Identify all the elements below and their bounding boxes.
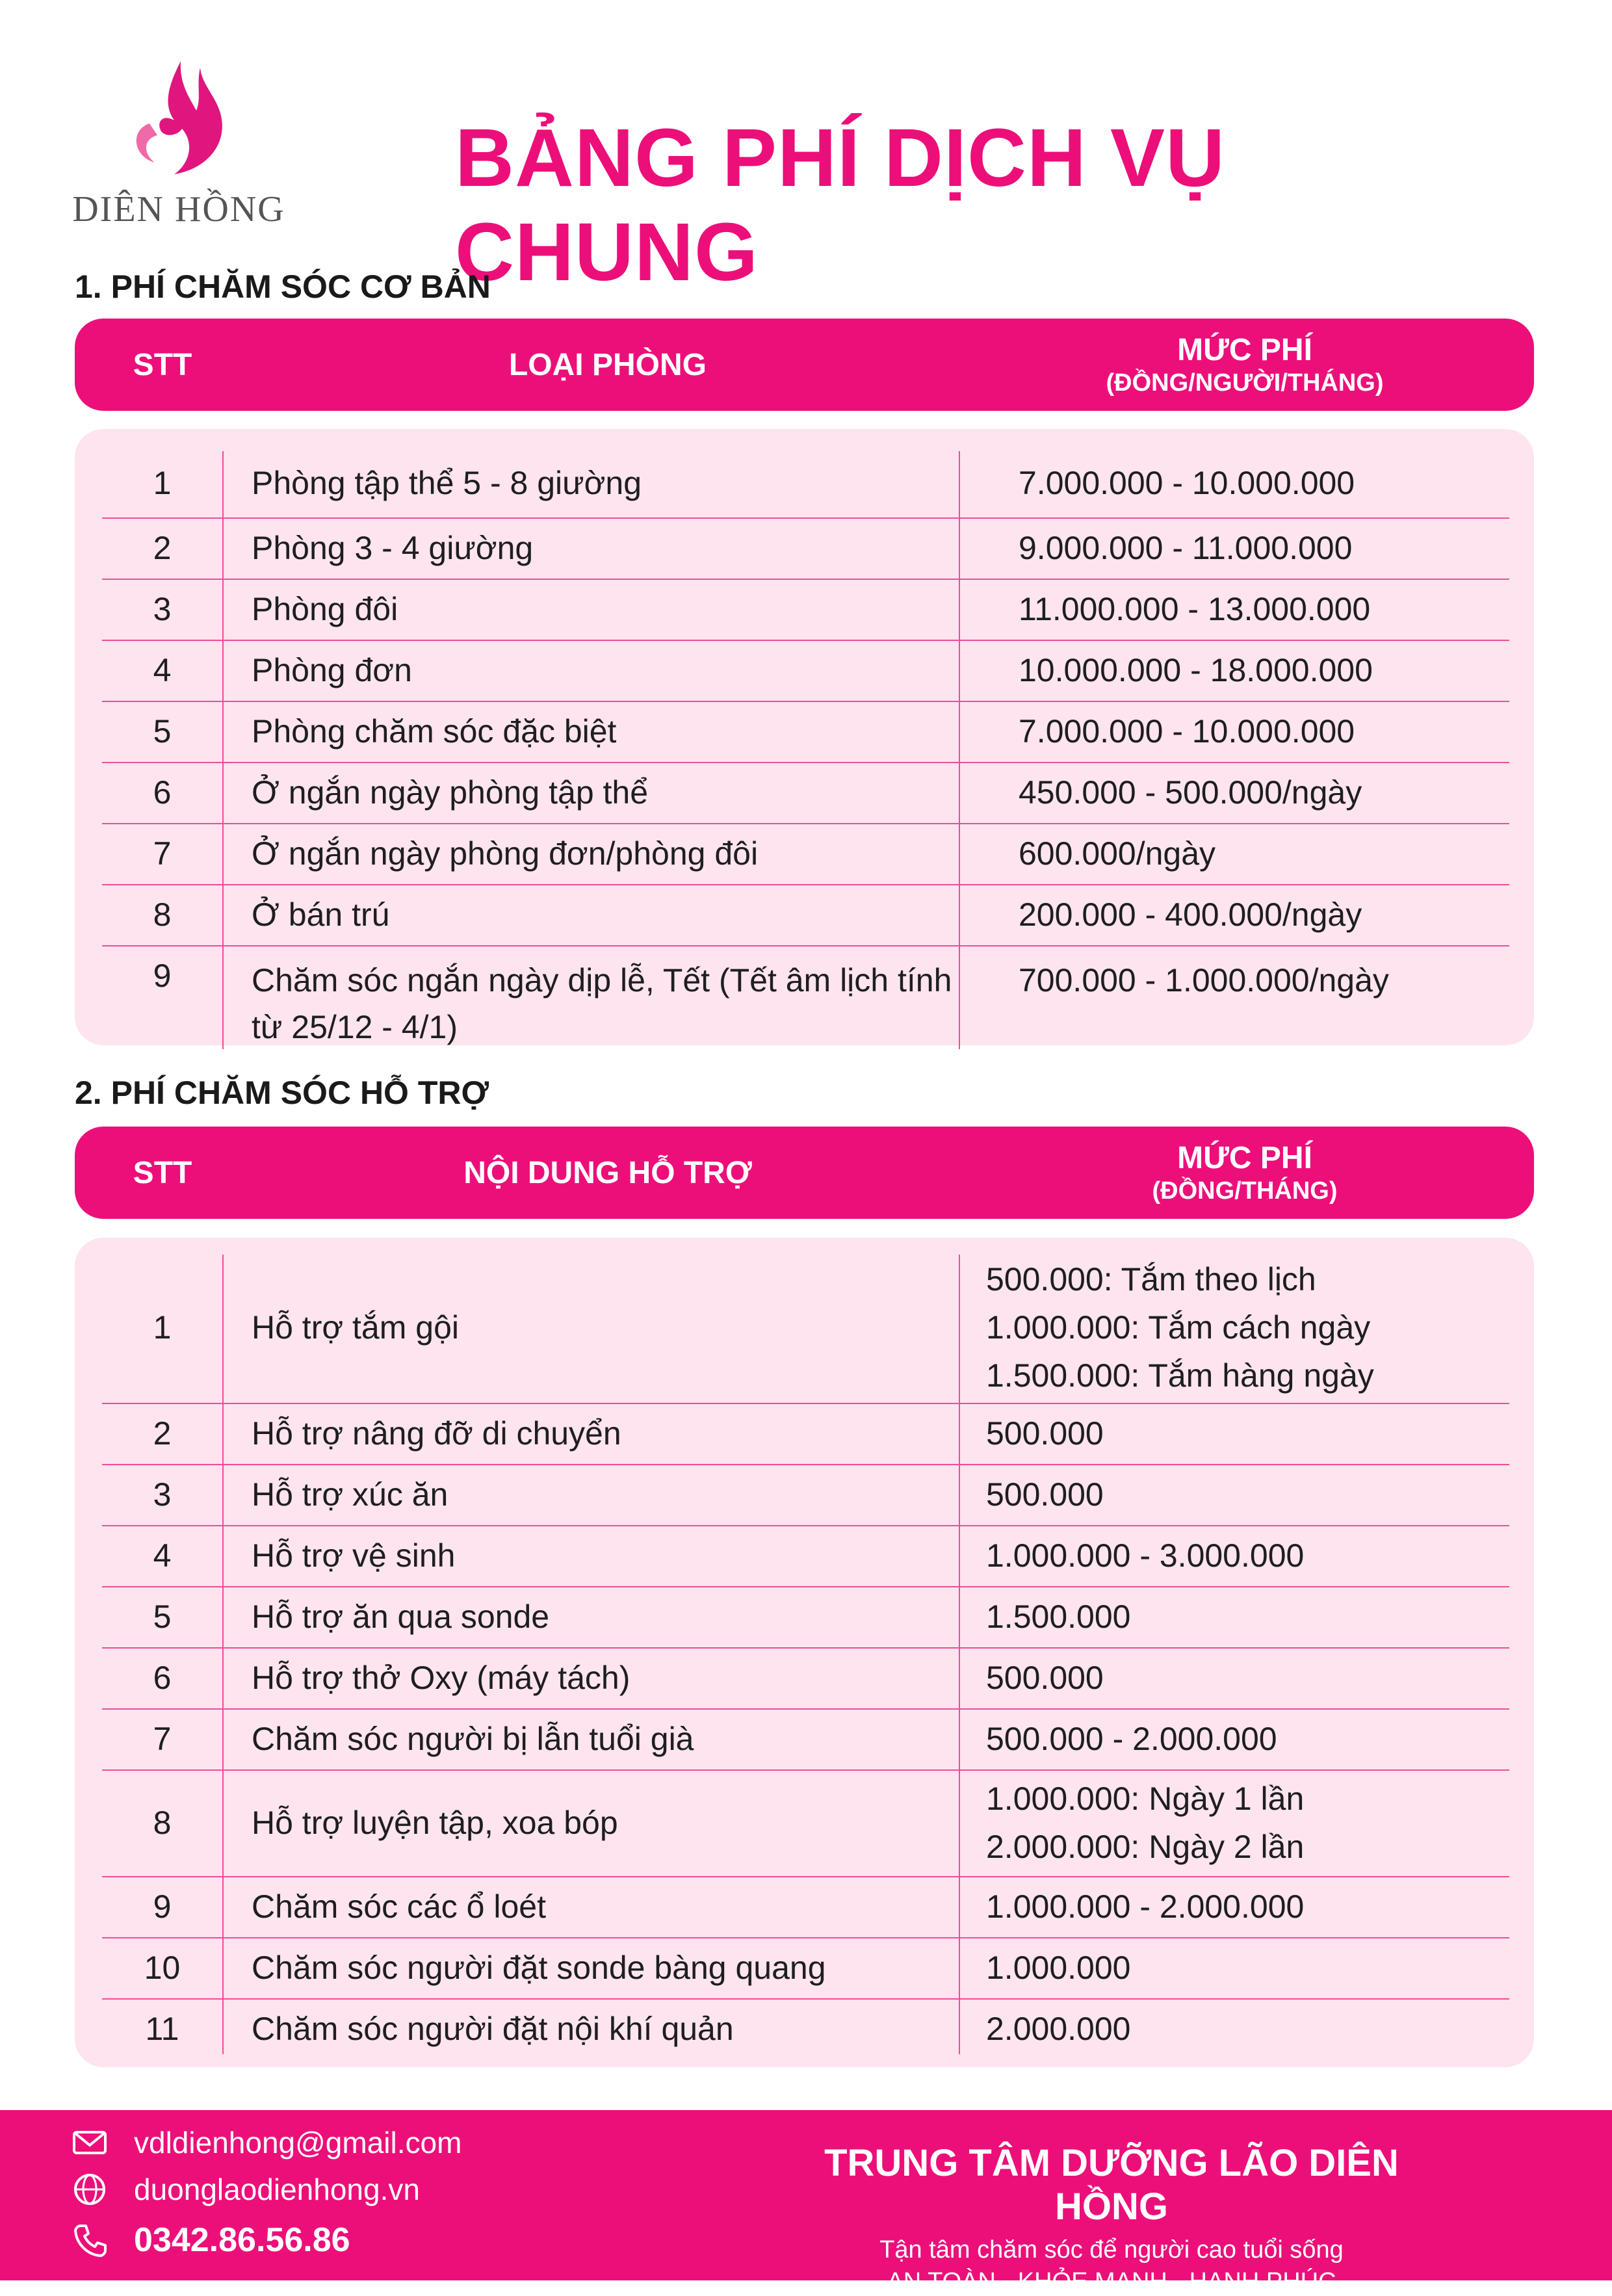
table-row: [102, 1464, 1509, 1526]
fee-line: 9.000.000 - 11.000.000: [1019, 530, 1353, 566]
row-name: Phòng tập thể 5 - 8 giường: [252, 465, 642, 501]
column-divider-2: [959, 451, 960, 1049]
table-row: [102, 517, 1509, 580]
row-fee: [1019, 640, 1539, 701]
table-row: [102, 640, 1509, 702]
row-fee: [986, 1876, 1506, 1937]
header-stt: STT: [133, 1155, 192, 1190]
contact-website[interactable]: [72, 2171, 420, 2208]
contact-phone[interactable]: [72, 2221, 350, 2260]
fee-line: 7.000.000 - 10.000.000: [1019, 713, 1355, 750]
footer: [0, 2110, 1612, 2295]
table-row: [102, 1937, 1509, 2000]
section-2-table-header: [75, 1127, 1534, 1219]
fee-line: 500.000: [986, 1476, 1104, 1513]
table-row: [102, 945, 1509, 1054]
row-fee: [986, 1403, 1506, 1464]
fee-line: 500.000: [986, 1415, 1104, 1452]
row-stt: 4: [153, 1537, 172, 1574]
row-name: Hỗ trợ ăn qua sonde: [252, 1598, 550, 1635]
row-fee: [1019, 579, 1539, 640]
row-stt: 3: [153, 591, 172, 627]
row-stt: 11: [145, 2011, 179, 2047]
column-divider-2: [959, 1255, 960, 2054]
row-stt: 8: [153, 1805, 172, 1841]
row-stt: 2: [153, 1415, 172, 1452]
table-row: [102, 579, 1509, 641]
row-stt: 7: [153, 1721, 172, 1757]
globe-icon: [72, 2171, 108, 2208]
table-row: [102, 701, 1509, 763]
row-fee: [986, 1769, 1506, 1876]
row-stt: 6: [153, 774, 172, 811]
table-row: [102, 884, 1509, 946]
website-text: duonglaodienhong.vn: [134, 2172, 420, 2206]
fee-line: 450.000 - 500.000/ngày: [1019, 774, 1362, 811]
row-name: Chăm sóc người đặt sonde bàng quang: [252, 1950, 826, 1986]
fee-line: 1.000.000: Ngày 1 lần: [986, 1781, 1305, 1817]
table-row: [102, 1647, 1509, 1710]
row-stt: 7: [153, 835, 172, 872]
section-2-table: [75, 1238, 1534, 2067]
fee-line: 2.000.000: Ngày 2 lần: [986, 1829, 1305, 1865]
row-name: Ở ngắn ngày phòng đơn/phòng đôi: [252, 835, 759, 872]
row-fee: [1019, 517, 1539, 579]
header-support-content: NỘI DUNG HỖ TRỢ: [463, 1155, 752, 1190]
fee-line: 1.500.000: [986, 1598, 1131, 1635]
fee-line: 500.000: Tắm theo lịch: [986, 1261, 1316, 1298]
fee-line: 200.000 - 400.000/ngày: [1019, 896, 1362, 933]
row-stt: 1: [153, 1309, 172, 1346]
row-fee: [1019, 945, 1539, 1004]
row-fee: [1019, 449, 1539, 517]
org-slogan-1: Tận tâm chăm sóc để người cao tuổi sống: [879, 2236, 1344, 2263]
fee-line: 700.000 - 1.000.000/ngày: [1019, 962, 1389, 998]
row-fee: [986, 1252, 1506, 1403]
row-fee: [1019, 762, 1539, 823]
row-name: Phòng chăm sóc đặc biệt: [252, 713, 617, 750]
row-fee: [986, 1708, 1506, 1769]
contact-email[interactable]: [72, 2124, 462, 2161]
fee-line: 500.000 - 2.000.000: [986, 1721, 1277, 1757]
row-stt: 9: [153, 958, 172, 994]
row-name: Chăm sóc người bị lẫn tuổi già: [252, 1721, 694, 1757]
fee-line: 2.000.000: [986, 2011, 1131, 2047]
section-1-table: [75, 429, 1534, 1045]
org-slogan-2: AN TOÀN - KHỎE MẠNH - HẠNH PHÚC: [887, 2268, 1336, 2295]
fee-line: 1.000.000 - 3.000.000: [986, 1537, 1305, 1574]
row-fee: [986, 1525, 1506, 1586]
row-name: Chăm sóc ngắn ngày dịp lễ, Tết (Tết âm lịch tính từ 25/12 - 4/1): [252, 962, 952, 1045]
header-fee-unit: (ĐỒNG/NGƯỜI/THÁNG): [1106, 369, 1384, 397]
table-row: [102, 1708, 1509, 1771]
fee-line: 11.000.000 - 13.000.000: [1019, 591, 1371, 627]
fee-line: 7.000.000 - 10.000.000: [1019, 465, 1355, 501]
section-1-table-header: [75, 319, 1534, 411]
row-name: Phòng 3 - 4 giường: [252, 530, 534, 566]
email-text: vdldienhong@gmail.com: [134, 2126, 462, 2159]
row-stt: 1: [153, 465, 172, 501]
org-name: TRUNG TÂM DƯỠNG LÃO DIÊN HỒNG: [824, 2142, 1399, 2228]
row-name: Chăm sóc các ổ loét: [252, 1888, 546, 1925]
row-fee: [1019, 701, 1539, 762]
row-name: Hỗ trợ tắm gội: [252, 1309, 459, 1346]
section-1-title: 1. PHÍ CHĂM SÓC CƠ BẢN: [75, 268, 491, 305]
table-row: [102, 1525, 1509, 1587]
org-block: [774, 2141, 1450, 2296]
header-room-type: LOẠI PHÒNG: [508, 347, 707, 382]
logo: [72, 59, 286, 241]
row-stt: 8: [153, 896, 172, 933]
row-fee: [1019, 884, 1539, 945]
row-name: Hỗ trợ vệ sinh: [252, 1537, 456, 1574]
row-name: Hỗ trợ thở Oxy (máy tách): [252, 1660, 630, 1696]
table-row: [102, 1403, 1509, 1465]
row-fee: [986, 1998, 1506, 2059]
phone-text: 0342.86.56.86: [134, 2221, 350, 2259]
fee-line: 500.000: [986, 1660, 1104, 1696]
column-divider-1: [222, 1255, 224, 2054]
fee-line: 600.000/ngày: [1019, 835, 1216, 872]
row-name: Hỗ trợ luyện tập, xoa bóp: [252, 1805, 618, 1841]
row-fee: [986, 1937, 1506, 1998]
row-fee: [1019, 823, 1539, 884]
table-row: [102, 1876, 1509, 1938]
fee-line: 1.000.000 - 2.000.000: [986, 1888, 1305, 1925]
row-name: Ở ngắn ngày phòng tập thể: [252, 774, 649, 811]
table-row: [102, 1998, 1509, 2059]
row-stt: 6: [153, 1660, 172, 1696]
row-stt: 9: [153, 1888, 172, 1925]
column-divider-1: [222, 451, 224, 1049]
phone-icon: [72, 2222, 108, 2258]
table-row: [102, 1586, 1509, 1649]
table-row: [102, 1769, 1509, 1877]
row-name: Phòng đôi: [252, 591, 398, 627]
logo-text: DIÊN HỒNG: [72, 189, 285, 229]
row-stt: 3: [153, 1476, 172, 1513]
row-name: Chăm sóc người đặt nội khí quản: [252, 2011, 734, 2047]
row-fee: [986, 1464, 1506, 1525]
fee-line: 1.000.000: [986, 1950, 1131, 1986]
phoenix-logo-icon: [124, 59, 234, 182]
row-name: Hỗ trợ nâng đỡ di chuyển: [252, 1415, 621, 1452]
row-name: Ở bán trú: [252, 896, 390, 933]
page-title: BẢNG PHÍ DỊCH VỤ CHUNG: [455, 112, 1226, 298]
header-fee: MỨC PHÍ: [1177, 1141, 1312, 1175]
row-stt: 2: [153, 530, 172, 566]
fee-line: 1.000.000: Tắm cách ngày: [986, 1309, 1371, 1346]
fee-line: 10.000.000 - 18.000.000: [1019, 652, 1373, 688]
row-stt: 5: [153, 713, 172, 750]
row-stt: 10: [144, 1950, 181, 1986]
row-fee: [986, 1647, 1506, 1708]
row-name: Hỗ trợ xúc ăn: [252, 1476, 448, 1513]
table-row: [102, 762, 1509, 824]
mail-icon: [72, 2124, 108, 2161]
row-stt: 4: [153, 652, 172, 688]
table-row: [102, 823, 1509, 885]
row-fee: [986, 1586, 1506, 1647]
header-fee-unit: (ĐỒNG/THÁNG): [1152, 1177, 1338, 1205]
table-row: [102, 1252, 1509, 1404]
table-row: [102, 449, 1509, 519]
header-stt: STT: [133, 347, 192, 382]
row-stt: 5: [153, 1598, 172, 1635]
row-name: Phòng đơn: [252, 652, 412, 688]
section-2-title: 2. PHÍ CHĂM SÓC HỖ TRỢ: [75, 1075, 489, 1111]
fee-line: 1.500.000: Tắm hàng ngày: [986, 1357, 1374, 1394]
header-fee: MỨC PHÍ: [1177, 333, 1312, 367]
